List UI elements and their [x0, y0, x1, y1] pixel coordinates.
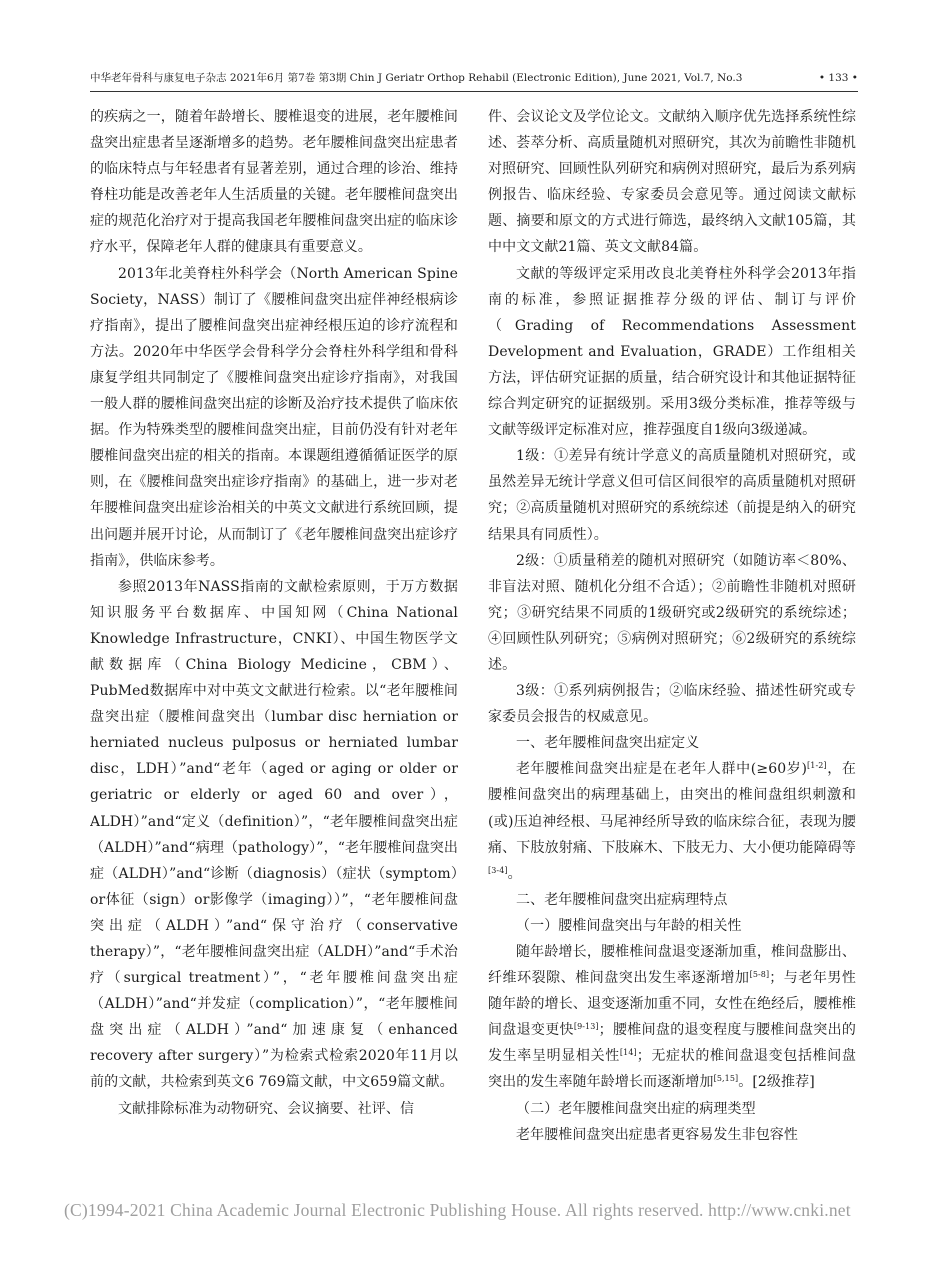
paragraph: [488, 548, 856, 678]
header-rule: [90, 91, 858, 92]
copyright-watermark: (C)1994-2021 China Academic Journal Electronic Publishing House. All rights reserved. http://www.cnki.net: [64, 1200, 851, 1220]
text-run: （二）老年腰椎间盘突出症的病理类型: [516, 1100, 756, 1117]
paragraph: [90, 574, 458, 1096]
running-header: [90, 70, 858, 86]
paragraph: [90, 1096, 458, 1122]
paragraph: [488, 756, 856, 886]
text-run: ；与老年男性随年龄的增长、退变逐渐加重不同，女性在绝经后，腰椎椎间盘退变更快: [488, 970, 856, 1039]
paragraph: [90, 104, 458, 261]
paragraph: [488, 261, 856, 444]
text-run: 随年龄增长，腰椎椎间盘退变逐渐加重，椎间盘膨出、纤维环裂隙、椎间盘突出发生率逐渐增加: [488, 944, 856, 987]
text-run: ，在腰椎间盘突出的病理基础上，由突出的椎间盘组织刺激和(或)压迫神经根、马尾神经所导致的临床综合征，表现为腰痛、下肢放射痛、下肢麻木、下肢无力、大小便功能障碍等: [488, 761, 856, 856]
citation-ref: [3-4]: [488, 865, 508, 875]
text-run: 参照2013年NASS指南的文献检索原则，于万方数据知识服务平台数据库、中国知网（China National Knowledge Infrastructure，CNKI）、中国生物医学文献数据库（China Biology Medicine，CBM）、PubMed数据库中对中英文文献进行检索。以“老年腰椎间盘突出症（腰椎间盘突出（lumbar disc herniation or herniated nucleus pulposus or herniated lumbar disc，LDH）”and“老年（aged or aging or older or geriatric or elderly or aged 60 and over），ALDH）”and“定义（definition）”，“老年腰椎间盘突出症（ALDH）”and“病理（pathology）”，“老年腰椎间盘突出症（ALDH）”and“诊断（diagnosis）（症状（symptom）or体征（sign）or影像学（imaging））”，“老年腰椎间盘突出症（ALDH）”and“保守治疗（conservative therapy）”，“老年腰椎间盘突出症（ALDH）”and“手术治疗（surgical treatment）”，“老年腰椎间盘突出症（ALDH）”and“并发症（complication）”，“老年腰椎间盘突出症（ALDH）”and“加速康复（enhanced recovery after surgery）”为检索式检索2020年11月以前的文献，共检索到英文6 769篇文献，中文659篇文献。: [90, 578, 458, 1091]
right-column: [488, 104, 856, 1216]
section-heading: [488, 730, 856, 756]
paragraph: [488, 443, 856, 547]
text-run: 文献排除标准为动物研究、会议摘要、社评、信: [118, 1100, 415, 1117]
journal-citation: 中华老年骨科与康复电子杂志 2021年6月 第7卷 第3期 Chin J Geriatr Orthop Rehabil (Electronic Edition), June 2021, Vol.7, No.3: [90, 72, 743, 84]
text-run: 一、老年腰椎间盘突出症定义: [516, 735, 700, 752]
text-run: 2级：①质量稍差的随机对照研究（如随访率＜80%、非盲法对照、随机化分组不合适）；②前瞻性非随机对照研究；③研究结果不同质的1级研究或2级研究的系统综述；④回顾性队列研究；⑤病例对照研究；⑥2级研究的系统综述。: [488, 552, 856, 673]
paragraph: [488, 678, 856, 730]
paragraph: [488, 1122, 856, 1148]
text-run: ；无症状的椎间盘退变包括椎间盘突出的发生率随年龄增长而逐渐增加: [488, 1048, 856, 1091]
section-heading: [488, 887, 856, 913]
citation-ref: [1-2]: [807, 761, 827, 771]
text-run: 文献的等级评定采用改良北美脊柱外科学会2013年指南的标准，参照证据推荐分级的评估、制订与评价（Grading of Recommendations Assessment Development and Evaluation，GRADE）工作组相关方法，评估研究证据的质量，结合研究设计和其他证据特征综合判定研究的证据级别。采用3级分类标准，推荐等级与文献等级评定标准对应，推荐强度自1级向3级递减。: [488, 265, 856, 439]
text-run: ；腰椎间盘的退变程度与腰椎间盘突出的发生率呈明显相关性: [488, 1022, 856, 1065]
text-run: 二、老年腰椎间盘突出症病理特点: [516, 891, 728, 908]
paragraph: [488, 104, 856, 261]
text-run: 3级：①系列病例报告；②临床经验、描述性研究或专家委员会报告的权威意见。: [488, 683, 856, 726]
citation-ref: [5,15]: [713, 1074, 739, 1084]
text-run: 。[2级推荐]: [738, 1074, 815, 1091]
left-column: [90, 104, 458, 1216]
text-run: （一）腰椎间盘突出与年龄的相关性: [516, 917, 742, 934]
text-run: 。: [507, 865, 522, 882]
page-number: • 133 •: [818, 72, 858, 84]
text-run: 2013年北美脊柱外科学会（North American Spine Society，NASS）制订了《腰椎间盘突出症伴神经根病诊疗指南》，提出了腰椎间盘突出症神经根压迫的诊疗流程和方法。2020年中华医学会骨科学分会脊柱外科学组和骨科康复学组共同制定了《腰椎间盘突出症诊疗指南》，对我国一般人群的腰椎间盘突出症的诊断及治疗技术提供了临床依据。作为特殊类型的腰椎间盘突出症，目前仍没有针对老年腰椎间盘突出症的相关的指南。本课题组遵循循证医学的原则，在《腰椎间盘突出症诊疗指南》的基础上，进一步对老年腰椎间盘突出症诊治相关的中英文文献进行系统回顾，提出问题并展开讨论，从而制订了《老年腰椎间盘突出症诊疗指南》，供临床参考。: [90, 265, 458, 569]
paragraph: [488, 939, 856, 1096]
text-run: 老年腰椎间盘突出症患者更容易发生非包容性: [516, 1126, 798, 1143]
citation-ref: [9-13]: [573, 1022, 599, 1032]
text-run: 的疾病之一，随着年龄增长、腰椎退变的进展，老年腰椎间盘突出症患者呈逐渐增多的趋势。老年腰椎间盘突出症患者的临床特点与年轻患者有显著差别，通过合理的诊治、维持脊柱功能是改善老年人生活质量的关键。老年腰椎间盘突出症的规范化治疗对于提高我国老年腰椎间盘突出症的临床诊疗水平，保障老年人群的健康具有重要意义。: [90, 109, 458, 256]
text-run: 1级：①差异有统计学意义的高质量随机对照研究，或虽然差异无统计学意义但可信区间很窄的高质量随机对照研究；②高质量随机对照研究的系统综述（前提是纳入的研究结果具有同质性）。: [488, 448, 856, 543]
citation-ref: [14]: [619, 1048, 637, 1058]
text-run: 老年腰椎间盘突出症是在老年人群中(≥60岁): [516, 761, 808, 778]
section-heading: [488, 913, 856, 939]
paragraph: [90, 261, 458, 574]
section-heading: [488, 1096, 856, 1122]
citation-ref: [5-8]: [749, 970, 770, 980]
text-run: 件、会议论文及学位论文。文献纳入顺序优先选择系统性综述、荟萃分析、高质量随机对照研究，其次为前瞻性非随机对照研究、回顾性队列研究和病例对照研究，最后为系列病例报告、临床经验、专家委员会意见等。通过阅读文献标题、摘要和原文的方式进行筛选，最终纳入文献105篇，其中中文文献21篇、英文文献84篇。: [488, 109, 856, 256]
